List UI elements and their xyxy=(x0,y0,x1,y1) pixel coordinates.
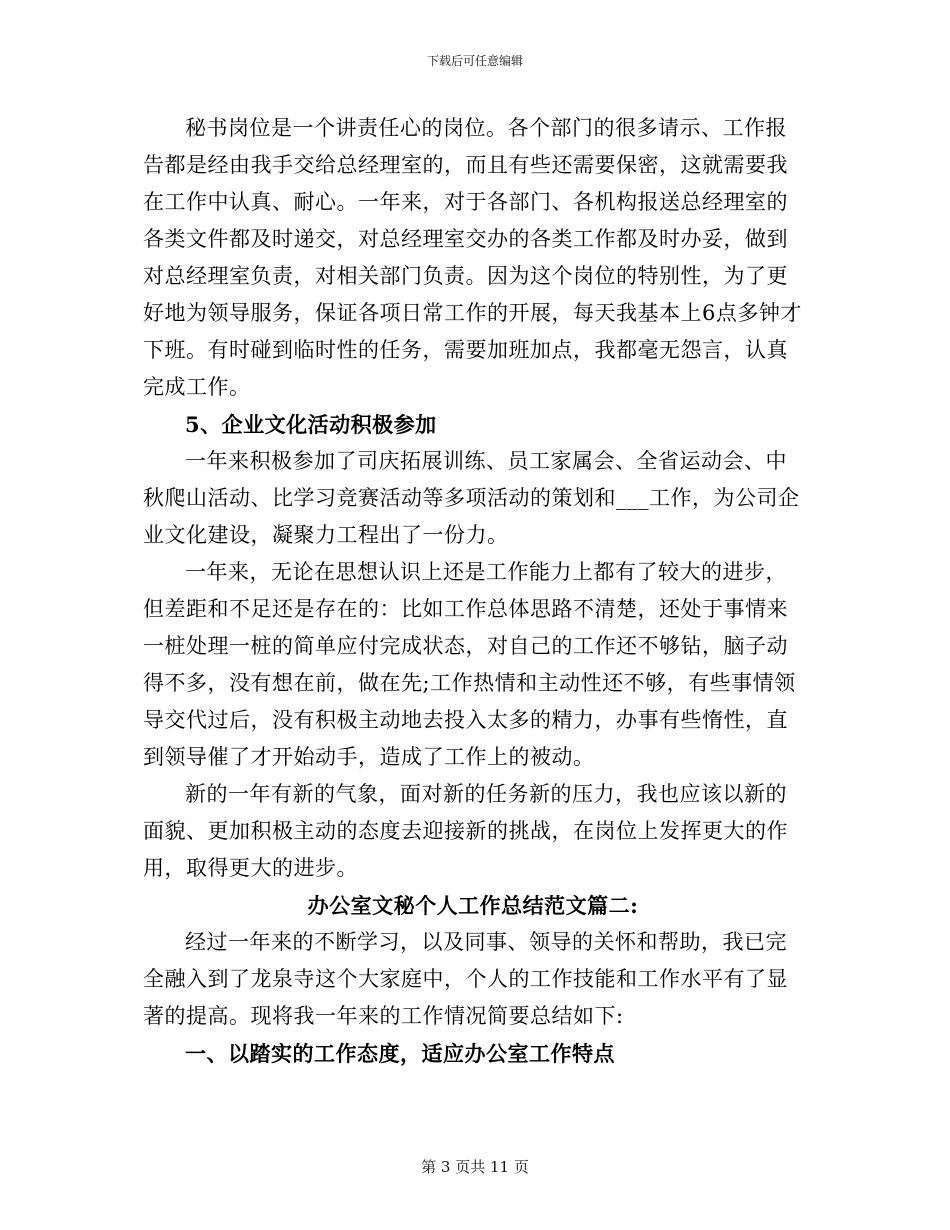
paragraph: 经过一年来的不断学习，以及同事、领导的关怀和帮助，我已完全融入到了龙泉寺这个大家庭中，个人的工作技能和工作水平有了显著的提高。现将我一年来的工作情况简要总结如下: xyxy=(143,930,788,1028)
article-title: 办公室文秘个人工作总结范文篇二: xyxy=(307,893,639,918)
page-footer: 第 3 页共 11 页 xyxy=(421,1158,529,1176)
section-heading: 5、企业文化活动积极参加 xyxy=(185,412,437,437)
document-body xyxy=(143,110,803,1072)
paragraph: 新的一年有新的气象，面对新的任务新的压力，我也应该以新的面貌、更加积极主动的态度去迎接新的挑战，在岗位上发挥更大的作用，取得更大的进步。 xyxy=(143,782,788,880)
paragraph: 秘书岗位是一个讲责任心的岗位。各个部门的很多请示、工作报告都是经由我手交给总经理室的，而且有些还需要保密，这就需要我在工作中认真、耐心。一年来，对于各部门、各机构报送总经理室的各类文件都及时递交，对总经理室交办的各类工作都及时办妥，做到对总经理室负责，对相关部门负责。因为这个岗位的特别性，为了更好地为领导服务，保证各项日常工作的开展，每天我基本上6点多钟才下班。有时碰到临时性的任务，需要加班加点，我都毫无怨言，认真完成工作。 xyxy=(143,116,802,399)
paragraph: 一年来积极参加了司庆拓展训练、员工家属会、全省运动会、中秋爬山活动、比学习竞赛活动等多项活动的策划和___工作，为公司企业文化建设，凝聚力工程出了一份力。 xyxy=(143,449,800,547)
section-heading: 一、以踏实的工作态度，适应办公室工作特点 xyxy=(185,1041,615,1066)
paragraph: 一年来，无论在思想认识上还是工作能力上都有了较大的进步，但差距和不足还是存在的：比如工作总体思路不清楚，还处于事情来一桩处理一桩的简单应付完成状态，对自己的工作还不够钻，脑子动得不多，没有想在前，做在先;工作热情和主动性还不够，有些事情领导交代过后，没有积极主动地去投入太多的精力，办事有些惰性，直到领导催了才开始动手，造成了工作上的被动。 xyxy=(143,560,796,769)
page-header: 下载后可任意编辑 xyxy=(426,54,523,68)
